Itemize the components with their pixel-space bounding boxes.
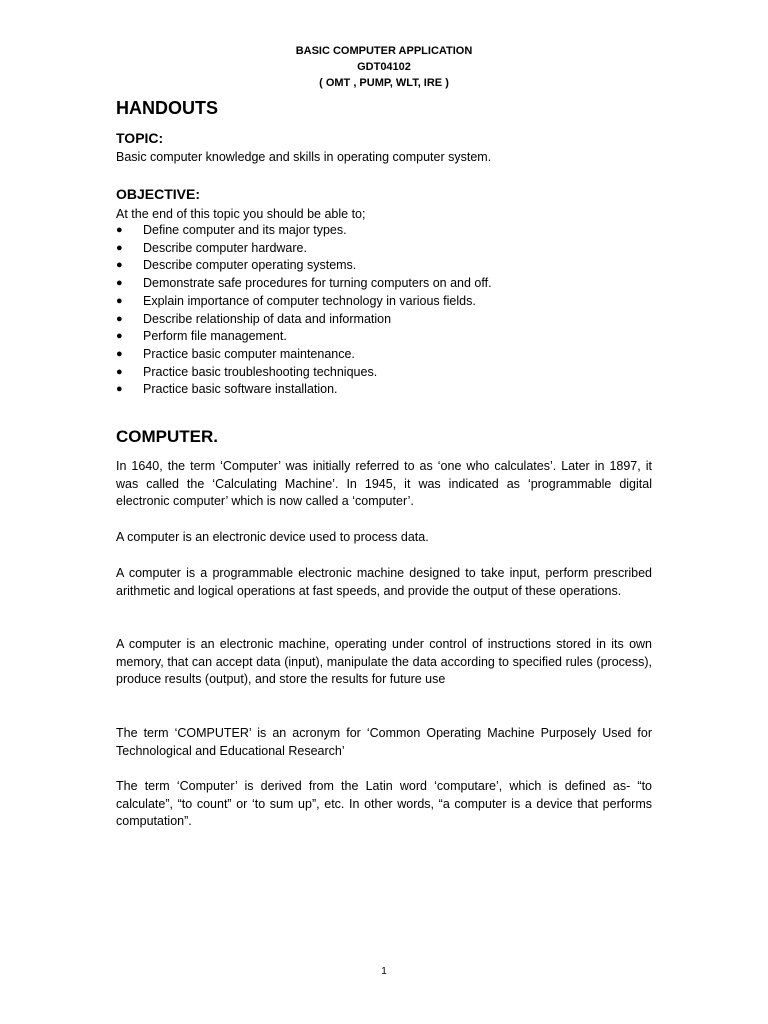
objective-item bbox=[116, 275, 492, 293]
bullet-icon: ● bbox=[116, 241, 123, 254]
topic-label: TOPIC: bbox=[116, 130, 164, 146]
objective-item bbox=[116, 240, 492, 258]
objective-item-text: Practice basic software installation. bbox=[143, 382, 338, 397]
objective-item-text: Practice basic computer maintenance. bbox=[143, 346, 355, 361]
document-page bbox=[116, 0, 652, 1024]
computer-paragraph: A computer is an electronic device used to process data. bbox=[116, 530, 429, 544]
bullet-icon: ● bbox=[116, 347, 123, 360]
objective-item-text: Explain importance of computer technology in various fields. bbox=[143, 293, 476, 308]
objective-item bbox=[116, 381, 492, 399]
objective-item-text: Describe relationship of data and information bbox=[143, 311, 392, 326]
bullet-icon: ● bbox=[116, 294, 123, 307]
bullet-icon: ● bbox=[116, 224, 123, 236]
objective-item bbox=[116, 222, 492, 240]
bullet-icon: ● bbox=[116, 365, 123, 378]
objective-item-text: Demonstrate safe procedures for turning computers on and off. bbox=[143, 276, 492, 291]
computer-paragraph: A computer is an electronic machine, operating under control of instructions stored in its own memory, that can accept data (input), manipulate the data according to specified rules (process), produce results (output), and store the results for future use bbox=[116, 637, 652, 687]
bullet-icon: ● bbox=[116, 277, 123, 290]
objective-label: OBJECTIVE: bbox=[116, 186, 201, 202]
course-programs: ( OMT , PUMP, WLT, IRE ) bbox=[319, 77, 449, 89]
computer-paragraph: A computer is a programmable electronic machine designed to take input, perform prescribed arithmetic and logical operations at fast speeds, and provide the output of these operations. bbox=[116, 566, 652, 598]
objective-item bbox=[116, 328, 492, 346]
page-number: 1 bbox=[381, 966, 387, 977]
objective-item-text: Describe computer hardware. bbox=[143, 240, 307, 255]
bullet-icon: ● bbox=[116, 259, 123, 272]
document-header bbox=[116, 43, 652, 91]
objective-item-text: Practice basic troubleshooting techniques. bbox=[143, 364, 378, 379]
objective-item bbox=[116, 346, 492, 364]
objective-intro: At the end of this topic you should be able to; bbox=[116, 207, 366, 221]
objective-item bbox=[116, 293, 492, 311]
course-title: BASIC COMPUTER APPLICATION bbox=[295, 45, 473, 57]
bullet-icon: ● bbox=[116, 330, 123, 343]
objective-item bbox=[116, 257, 492, 275]
objective-item-text: Perform file management. bbox=[143, 329, 287, 344]
bullet-icon: ● bbox=[116, 383, 123, 396]
objective-list bbox=[116, 222, 492, 399]
computer-heading: COMPUTER. bbox=[116, 427, 218, 446]
objective-item bbox=[116, 311, 492, 329]
course-code: GDT04102 bbox=[357, 61, 411, 73]
computer-paragraph: The term ‘Computer’ is derived from the Latin word ‘computare’, which is defined as- “to calculate”, “to count” or ‘to sum up”, etc. In other words, “a computer is a device that performs computation”. bbox=[116, 779, 652, 829]
computer-paragraph: The term ‘COMPUTER’ is an acronym for ‘Common Operating Machine Purposely Used for Technological and Educational Research’ bbox=[116, 726, 652, 758]
topic-text: Basic computer knowledge and skills in operating computer system. bbox=[116, 150, 492, 164]
handouts-heading: HANDOUTS bbox=[116, 98, 218, 118]
objective-item bbox=[116, 364, 492, 382]
computer-paragraph: In 1640, the term ‘Computer’ was initially referred to as ‘one who calculates’. Later in 1897, it was called the ‘Calculating Machine’. In 1945, it was indicated as ‘programmable digital electronic computer’ which is now called a ‘computer’. bbox=[116, 459, 652, 509]
objective-item-text: Define computer and its major types. bbox=[143, 223, 347, 237]
bullet-icon: ● bbox=[116, 312, 123, 325]
objective-item-text: Describe computer operating systems. bbox=[143, 258, 357, 273]
